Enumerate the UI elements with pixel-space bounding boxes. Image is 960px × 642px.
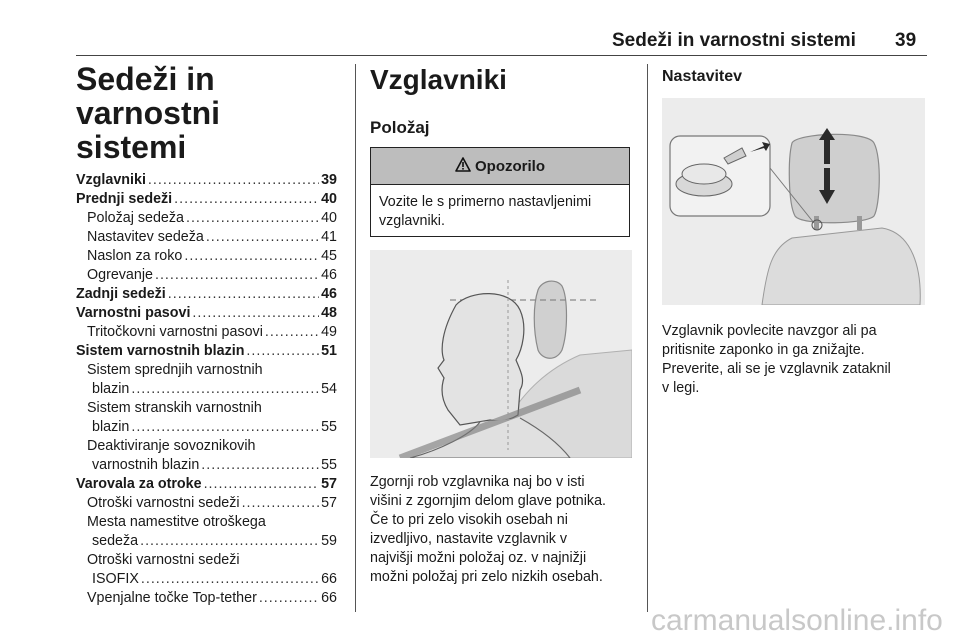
headrest-adjustment-illustration xyxy=(662,98,925,305)
toc-entry-page: 66 xyxy=(321,590,337,606)
toc-entry-page: 48 xyxy=(321,305,337,321)
toc-entry[interactable] xyxy=(76,190,337,209)
toc-entry-page: 55 xyxy=(321,419,337,435)
toc-entry-page: 40 xyxy=(321,210,337,226)
toc-entry-page: 57 xyxy=(321,476,337,492)
toc-entry[interactable] xyxy=(76,323,337,342)
column-headrests xyxy=(370,62,632,138)
toc-entry-label: Otroški varnostni sedeži xyxy=(87,495,240,511)
warning-text: Vozite le s primerno nastavljenimi vzglavniki. xyxy=(379,194,592,229)
column-divider-1 xyxy=(355,64,356,612)
toc-leader-dots xyxy=(242,494,320,513)
position-paragraph xyxy=(370,473,635,587)
paragraph-line: Vzglavnik povlecite navzgor ali pa xyxy=(662,323,877,339)
toc-entry-label: Sistem varnostnih blazin xyxy=(76,343,245,359)
toc-entry[interactable] xyxy=(76,304,337,323)
paragraph-line: v legi. xyxy=(662,380,700,396)
warning-header xyxy=(371,148,629,185)
toc-entry-label: Sistem stranskih varnostnih xyxy=(87,400,262,416)
toc-entry[interactable] xyxy=(76,247,337,266)
toc-entry-label-cont: ISOFIX xyxy=(92,571,139,587)
toc-entry-page: 54 xyxy=(321,381,337,397)
section-title xyxy=(76,62,346,164)
toc-leader-dots xyxy=(259,589,319,608)
paragraph-line: možni položaj pri zelo nizkih osebah. xyxy=(370,569,603,585)
toc-entry-label: Položaj sedeža xyxy=(87,210,184,226)
toc-entry-label-cont: sedeža xyxy=(92,533,139,549)
toc-leader-dots xyxy=(186,209,319,228)
toc-entry-label: Varovala za otroke xyxy=(76,476,202,492)
toc-entry-label: Vpenjalne točke Top-tether xyxy=(87,590,257,606)
toc-entry-label: Nastavitev sedeža xyxy=(87,229,204,245)
toc-entry[interactable] xyxy=(76,437,337,475)
toc-entry-page: 51 xyxy=(321,343,337,359)
running-header-title: Sedeži in varnostni sistemi xyxy=(612,30,856,51)
toc-entry[interactable] xyxy=(76,171,337,190)
paragraph-line: pritisnite zaponko in ga znižajte. xyxy=(662,342,865,358)
paragraph-line: Če to pri zelo visokih osebah ni xyxy=(370,512,568,528)
toc-entry[interactable] xyxy=(76,551,337,589)
warning-box xyxy=(370,147,630,237)
toc-entry[interactable] xyxy=(76,342,337,361)
toc-leader-dots xyxy=(148,171,319,190)
warning-title: Opozorilo xyxy=(475,157,545,175)
toc-entry-label: Vzglavniki xyxy=(76,172,146,188)
toc-entry-page: 40 xyxy=(321,191,337,207)
toc-entry-label: Deaktiviranje sovoznikovih xyxy=(87,438,256,454)
table-of-contents xyxy=(76,171,337,608)
paragraph-line: višini z zgornjim delom glave potnika. xyxy=(370,493,607,509)
warning-triangle-icon xyxy=(455,157,471,176)
toc-entry[interactable] xyxy=(76,285,337,304)
toc-entry-label: Otroški varnostni sedeži xyxy=(87,552,240,568)
position-subheading: Položaj xyxy=(370,118,430,137)
toc-entry-label: Mesta namestitve otroškega xyxy=(87,514,266,530)
toc-entry-label-cont: varnostnih blazin xyxy=(92,457,200,473)
toc-entry[interactable] xyxy=(76,266,337,285)
headrests-heading: Vzglavniki xyxy=(370,64,507,95)
toc-entry-label: Zadnji sedeži xyxy=(76,286,166,302)
toc-leader-dots xyxy=(140,532,319,551)
toc-entry[interactable] xyxy=(76,494,337,513)
section-title-line: sistemi xyxy=(76,129,187,165)
toc-entry-label: Sistem sprednjih varnostnih xyxy=(87,362,263,378)
toc-entry[interactable] xyxy=(76,589,337,608)
paragraph-line: Preverite, ali se je vzglavnik zataknil xyxy=(662,361,891,377)
toc-entry[interactable] xyxy=(76,228,337,247)
toc-entry-page: 66 xyxy=(321,571,337,587)
paragraph-line: najvišji možni položaj oz. v najnižji xyxy=(370,550,587,566)
toc-leader-dots xyxy=(184,247,319,266)
toc-entry-page: 46 xyxy=(321,286,337,302)
toc-leader-dots xyxy=(141,570,319,589)
toc-leader-dots xyxy=(204,475,320,494)
toc-entry-page: 39 xyxy=(321,172,337,188)
toc-entry-page: 45 xyxy=(321,248,337,264)
toc-entry[interactable] xyxy=(76,361,337,399)
column-divider-2 xyxy=(647,64,648,612)
section-title-line: Sedeži in varnostni xyxy=(76,61,221,131)
toc-entry[interactable] xyxy=(76,513,337,551)
watermark: carmanualsonline.info xyxy=(651,604,943,637)
toc-leader-dots xyxy=(168,285,319,304)
toc-entry-label: Tritočkovni varnostni pasovi xyxy=(87,324,263,340)
toc-entry-label: Prednji sedeži xyxy=(76,191,173,207)
headrest-position-illustration xyxy=(370,250,632,458)
toc-entry-label: Varnostni pasovi xyxy=(76,305,191,321)
toc-entry-page: 41 xyxy=(321,229,337,245)
toc-entry-page: 55 xyxy=(321,457,337,473)
toc-leader-dots xyxy=(155,266,319,285)
toc-leader-dots xyxy=(131,380,319,399)
toc-entry-page: 49 xyxy=(321,324,337,340)
toc-entry-label-cont: blazin xyxy=(92,419,130,435)
toc-leader-dots xyxy=(201,456,319,475)
adjustment-heading: Nastavitev xyxy=(662,68,743,85)
toc-leader-dots xyxy=(174,190,319,209)
paragraph-line: Zgornji rob vzglavnika naj bo v isti xyxy=(370,474,585,490)
toc-leader-dots xyxy=(206,228,319,247)
adjustment-paragraph xyxy=(662,322,932,398)
toc-entry-page: 46 xyxy=(321,267,337,283)
header-divider xyxy=(76,55,927,56)
toc-entry-page: 57 xyxy=(321,495,337,511)
toc-entry[interactable] xyxy=(76,399,337,437)
toc-entry-label: Ogrevanje xyxy=(87,267,153,283)
toc-entry[interactable] xyxy=(76,209,337,228)
toc-entry[interactable] xyxy=(76,475,337,494)
toc-leader-dots xyxy=(265,323,319,342)
paragraph-line: izvedljivo, nastavite vzglavnik v xyxy=(370,531,568,547)
toc-leader-dots xyxy=(246,342,319,361)
toc-entry-label: Naslon za roko xyxy=(87,248,183,264)
toc-entry-page: 59 xyxy=(321,533,337,549)
toc-leader-dots xyxy=(131,418,319,437)
toc-leader-dots xyxy=(192,304,319,323)
page-number: 39 xyxy=(895,30,917,51)
toc-entry-label-cont: blazin xyxy=(92,381,130,397)
